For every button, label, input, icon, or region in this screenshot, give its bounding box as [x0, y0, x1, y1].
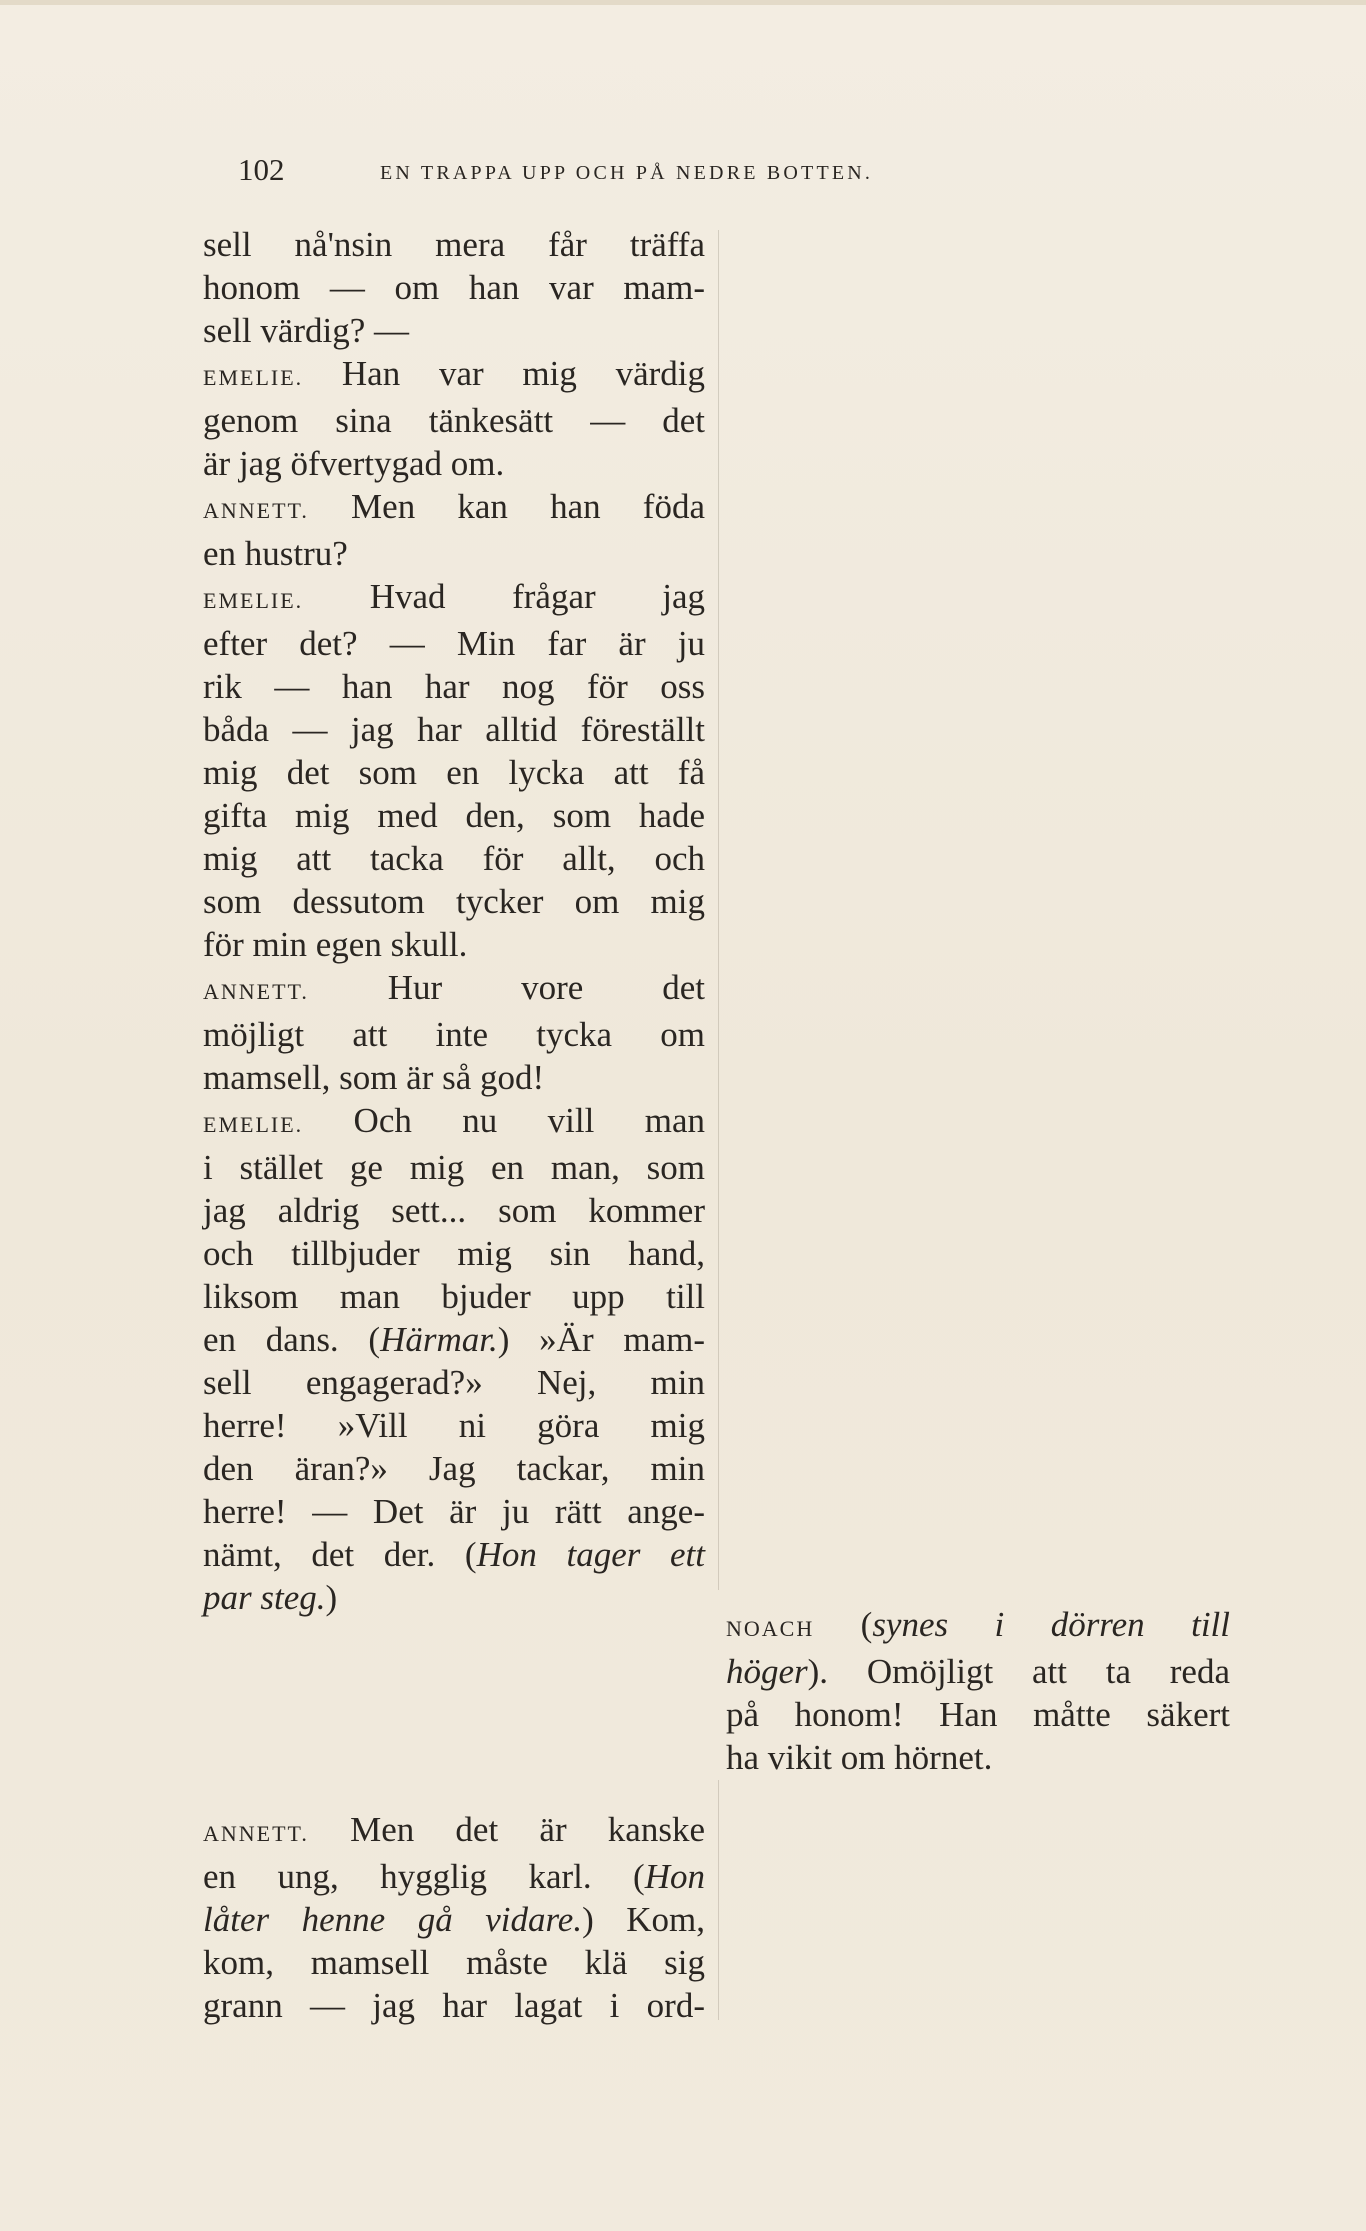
line-text: Men det är kanske: [308, 1810, 705, 1849]
line-text: sell värdig? —: [203, 311, 410, 350]
speaker-name: EMELIE.: [203, 1112, 304, 1137]
line-text: en ung, hygglig karl. (: [203, 1857, 645, 1896]
speaker-name: ANNETT.: [203, 498, 309, 523]
text-line: [203, 1576, 705, 1619]
text-line: [203, 708, 705, 751]
text-line: [203, 399, 705, 442]
line-text: gifta mig med den, som hade: [203, 796, 705, 835]
line-text: möjligt att inte tycka om: [203, 1015, 705, 1054]
line-text: sell engagerad?» Nej, min: [203, 1363, 705, 1402]
line-text: nämt, det der. (: [203, 1535, 477, 1574]
text-line: [203, 751, 705, 794]
text-line: [203, 532, 705, 575]
line-text: är jag öfvertygad om.: [203, 444, 505, 483]
text-line: [203, 1275, 705, 1318]
line-text: Hur vore det: [308, 968, 705, 1007]
column-divider-lower: [718, 1780, 719, 2020]
line-text: Och nu vill man: [303, 1101, 705, 1140]
text-line: [203, 1099, 705, 1146]
speaker-name: EMELIE.: [203, 365, 304, 390]
text-line: [203, 1808, 705, 1855]
line-text: genom sina tänkesätt — det: [203, 401, 705, 440]
line-text: ). Omöjligt att ta reda: [807, 1652, 1230, 1691]
line-text: liksom man bjuder upp till: [203, 1277, 705, 1316]
text-line: [203, 1361, 705, 1404]
text-line: [203, 1447, 705, 1490]
text-line: [203, 442, 705, 485]
line-text: herre! — Det är ju rätt ange-: [203, 1492, 705, 1531]
text-line: [726, 1693, 1230, 1736]
line-text: ) »Är mam-: [497, 1320, 705, 1359]
text-line: [726, 1603, 1230, 1650]
text-line: [203, 352, 705, 399]
line-text: herre! »Vill ni göra mig: [203, 1406, 705, 1445]
line-text: i stället ge mig en man, som: [203, 1148, 705, 1187]
text-line: [203, 1898, 705, 1941]
stage-direction-block: [726, 1603, 1230, 1779]
stage-direction-text: höger: [726, 1652, 808, 1691]
text-line: [203, 665, 705, 708]
line-text: Hvad frågar jag: [303, 577, 705, 616]
line-text: (: [814, 1605, 873, 1644]
stage-direction-text: Hon tager ett: [476, 1535, 705, 1574]
page-number: 102: [238, 152, 285, 187]
speaker-name: EMELIE.: [203, 588, 304, 613]
line-text: kom, mamsell måste klä sig: [203, 1943, 705, 1982]
speaker-name: ANNETT.: [203, 1821, 309, 1846]
column-divider: [718, 230, 719, 1590]
dialogue-column-continued: [203, 1808, 705, 2027]
text-line: [203, 266, 705, 309]
text-line: [203, 966, 705, 1013]
line-text: som dessutom tycker om mig: [203, 882, 705, 921]
line-text: jag aldrig sett... som kommer: [203, 1191, 705, 1230]
page-header: [238, 152, 1058, 192]
text-line: [203, 794, 705, 837]
text-line: [203, 1318, 705, 1361]
line-text: Han var mig värdig: [303, 354, 705, 393]
text-line: [203, 223, 705, 266]
line-text: den äran?» Jag tackar, min: [203, 1449, 705, 1488]
text-line: [203, 1189, 705, 1232]
speaker-name: NOACH: [726, 1616, 815, 1641]
line-text: en dans. (: [203, 1320, 381, 1359]
line-text: en hustru?: [203, 534, 348, 573]
text-line: [726, 1650, 1230, 1693]
line-text: grann — jag har lagat i ord-: [203, 1986, 705, 2025]
text-line: [203, 1404, 705, 1447]
text-line: [203, 1855, 705, 1898]
stage-direction-text: Hon: [644, 1857, 705, 1896]
text-line: [203, 880, 705, 923]
line-text: sell nå'nsin mera får träffa: [203, 225, 705, 264]
line-text: honom — om han var mam-: [203, 268, 705, 307]
running-title: EN TRAPPA UPP OCH PÅ NEDRE BOTTEN.: [380, 162, 874, 184]
text-line: [203, 1056, 705, 1099]
dialogue-column: [203, 223, 705, 1619]
line-text: mig att tacka för allt, och: [203, 839, 705, 878]
text-line: [203, 1146, 705, 1189]
line-text: för min egen skull.: [203, 925, 468, 964]
text-line: [203, 485, 705, 532]
stage-direction-text: par steg.: [203, 1578, 326, 1617]
line-text: Men kan han föda: [308, 487, 705, 526]
text-line: [203, 1533, 705, 1576]
text-line: [203, 1490, 705, 1533]
line-text: och tillbjuder mig sin hand,: [203, 1234, 705, 1273]
speaker-name: ANNETT.: [203, 979, 309, 1004]
text-line: [203, 309, 705, 352]
line-text: mig det som en lycka att få: [203, 753, 705, 792]
line-text: rik — han har nog för oss: [203, 667, 705, 706]
stage-direction-text: synes i dörren till: [872, 1605, 1230, 1644]
line-text: på honom! Han måtte säkert: [726, 1695, 1230, 1734]
text-line: [203, 1013, 705, 1056]
text-line: [726, 1736, 1230, 1779]
text-line: [203, 837, 705, 880]
text-line: [203, 1984, 705, 2027]
text-line: [203, 575, 705, 622]
text-line: [203, 622, 705, 665]
line-text: mamsell, som är så god!: [203, 1058, 545, 1097]
text-line: [203, 1941, 705, 1984]
line-text: ): [325, 1578, 338, 1617]
line-text: ) Kom,: [582, 1900, 705, 1939]
text-line: [203, 923, 705, 966]
line-text: båda — jag har alltid föreställt: [203, 710, 705, 749]
stage-direction-text: låter henne gå vidare.: [203, 1900, 583, 1939]
text-line: [203, 1232, 705, 1275]
stage-direction-text: Härmar.: [380, 1320, 498, 1359]
page-edge: [0, 0, 1366, 5]
line-text: ha vikit om hörnet.: [726, 1738, 993, 1777]
line-text: efter det? — Min far är ju: [203, 624, 705, 663]
